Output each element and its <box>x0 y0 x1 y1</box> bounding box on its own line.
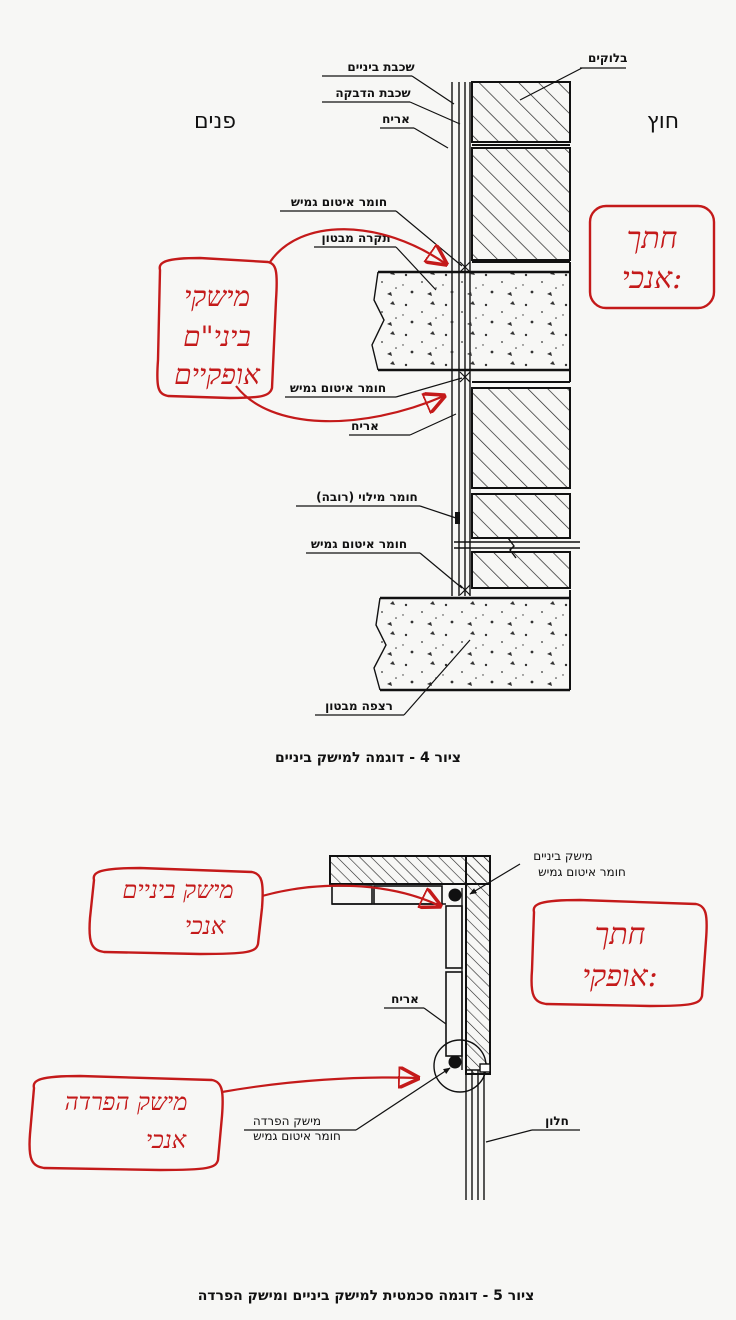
annotation-section-fig5-line-2: אופקי: <box>582 959 658 994</box>
annotation-joint-line-1: מישקי <box>183 280 251 313</box>
figure-5 <box>30 849 707 1304</box>
block-wall-upper <box>472 82 570 260</box>
label-filler: חומר מילוי (רובה) <box>316 490 418 504</box>
figure-4 <box>157 51 714 766</box>
label-window: חלון <box>545 1114 569 1128</box>
annotation-separation-vertical <box>30 1076 418 1170</box>
label-tile: אריח <box>391 992 419 1006</box>
label-sealant-2: חומר איטום גמיש <box>289 381 387 395</box>
label-sealant-bottom: חומר איטום גמיש <box>253 1129 341 1143</box>
annotation-separation-line-1: מישק הפרדה <box>64 1088 188 1116</box>
label-tile-mid: אריח <box>351 419 379 433</box>
labels-figure-5 <box>244 849 626 1143</box>
sealant-dot-top <box>449 889 462 902</box>
label-sealant-3: חומר איטום גמיש <box>310 537 408 551</box>
label-sealant-1: חומר איטום גמיש <box>290 195 388 209</box>
label-separation-joint: מישק הפרדה <box>252 1114 322 1128</box>
concrete-ceiling-slab <box>372 262 570 382</box>
annotation-interim-line-1: מישק ביניים <box>122 876 234 904</box>
label-sealant-top: חומר איטום גמיש <box>538 865 626 879</box>
block-wall-lower <box>454 388 580 588</box>
inside-label: פנים <box>193 109 237 134</box>
label-interim-joint: מישק ביניים <box>533 849 593 863</box>
outside-label: חוץ <box>646 109 680 134</box>
annotation-section-line-1: חתך <box>626 221 678 256</box>
label-adhesive-layer: שכבת הדבקה <box>335 86 411 100</box>
window-frame <box>466 1064 490 1200</box>
caption-figure-5: ציור 5 - דוגמה סכמטית למישק ביניים ומישק הפרדה <box>197 1288 535 1304</box>
annotation-section-fig5-line-1: חתך <box>594 917 646 952</box>
sealant-dot-bottom <box>449 1056 462 1069</box>
annotation-horizontal-section <box>532 900 707 1006</box>
label-interim-layer: שכבת ביניים <box>347 60 415 74</box>
label-blocks: בלוקים <box>588 51 628 65</box>
label-concrete-ceiling: תקרה מבטון <box>321 231 391 245</box>
concrete-floor-slab <box>374 590 570 690</box>
label-concrete-floor: רצפה מבטון <box>325 699 393 713</box>
annotation-joint-line-3: אופקיים <box>174 358 260 391</box>
caption-figure-4: ציור 4 - דוגמה למישק ביניים <box>274 750 462 766</box>
annotation-separation-line-2: אנכי <box>145 1126 187 1154</box>
label-tile-top: אריח <box>382 112 410 126</box>
annotation-section-line-2: אנכי: <box>621 261 683 296</box>
annotation-vertical-section <box>590 206 714 308</box>
annotation-joint-line-2: ביני"ם <box>183 320 251 353</box>
annotation-interim-line-2: אנכי <box>184 912 226 940</box>
